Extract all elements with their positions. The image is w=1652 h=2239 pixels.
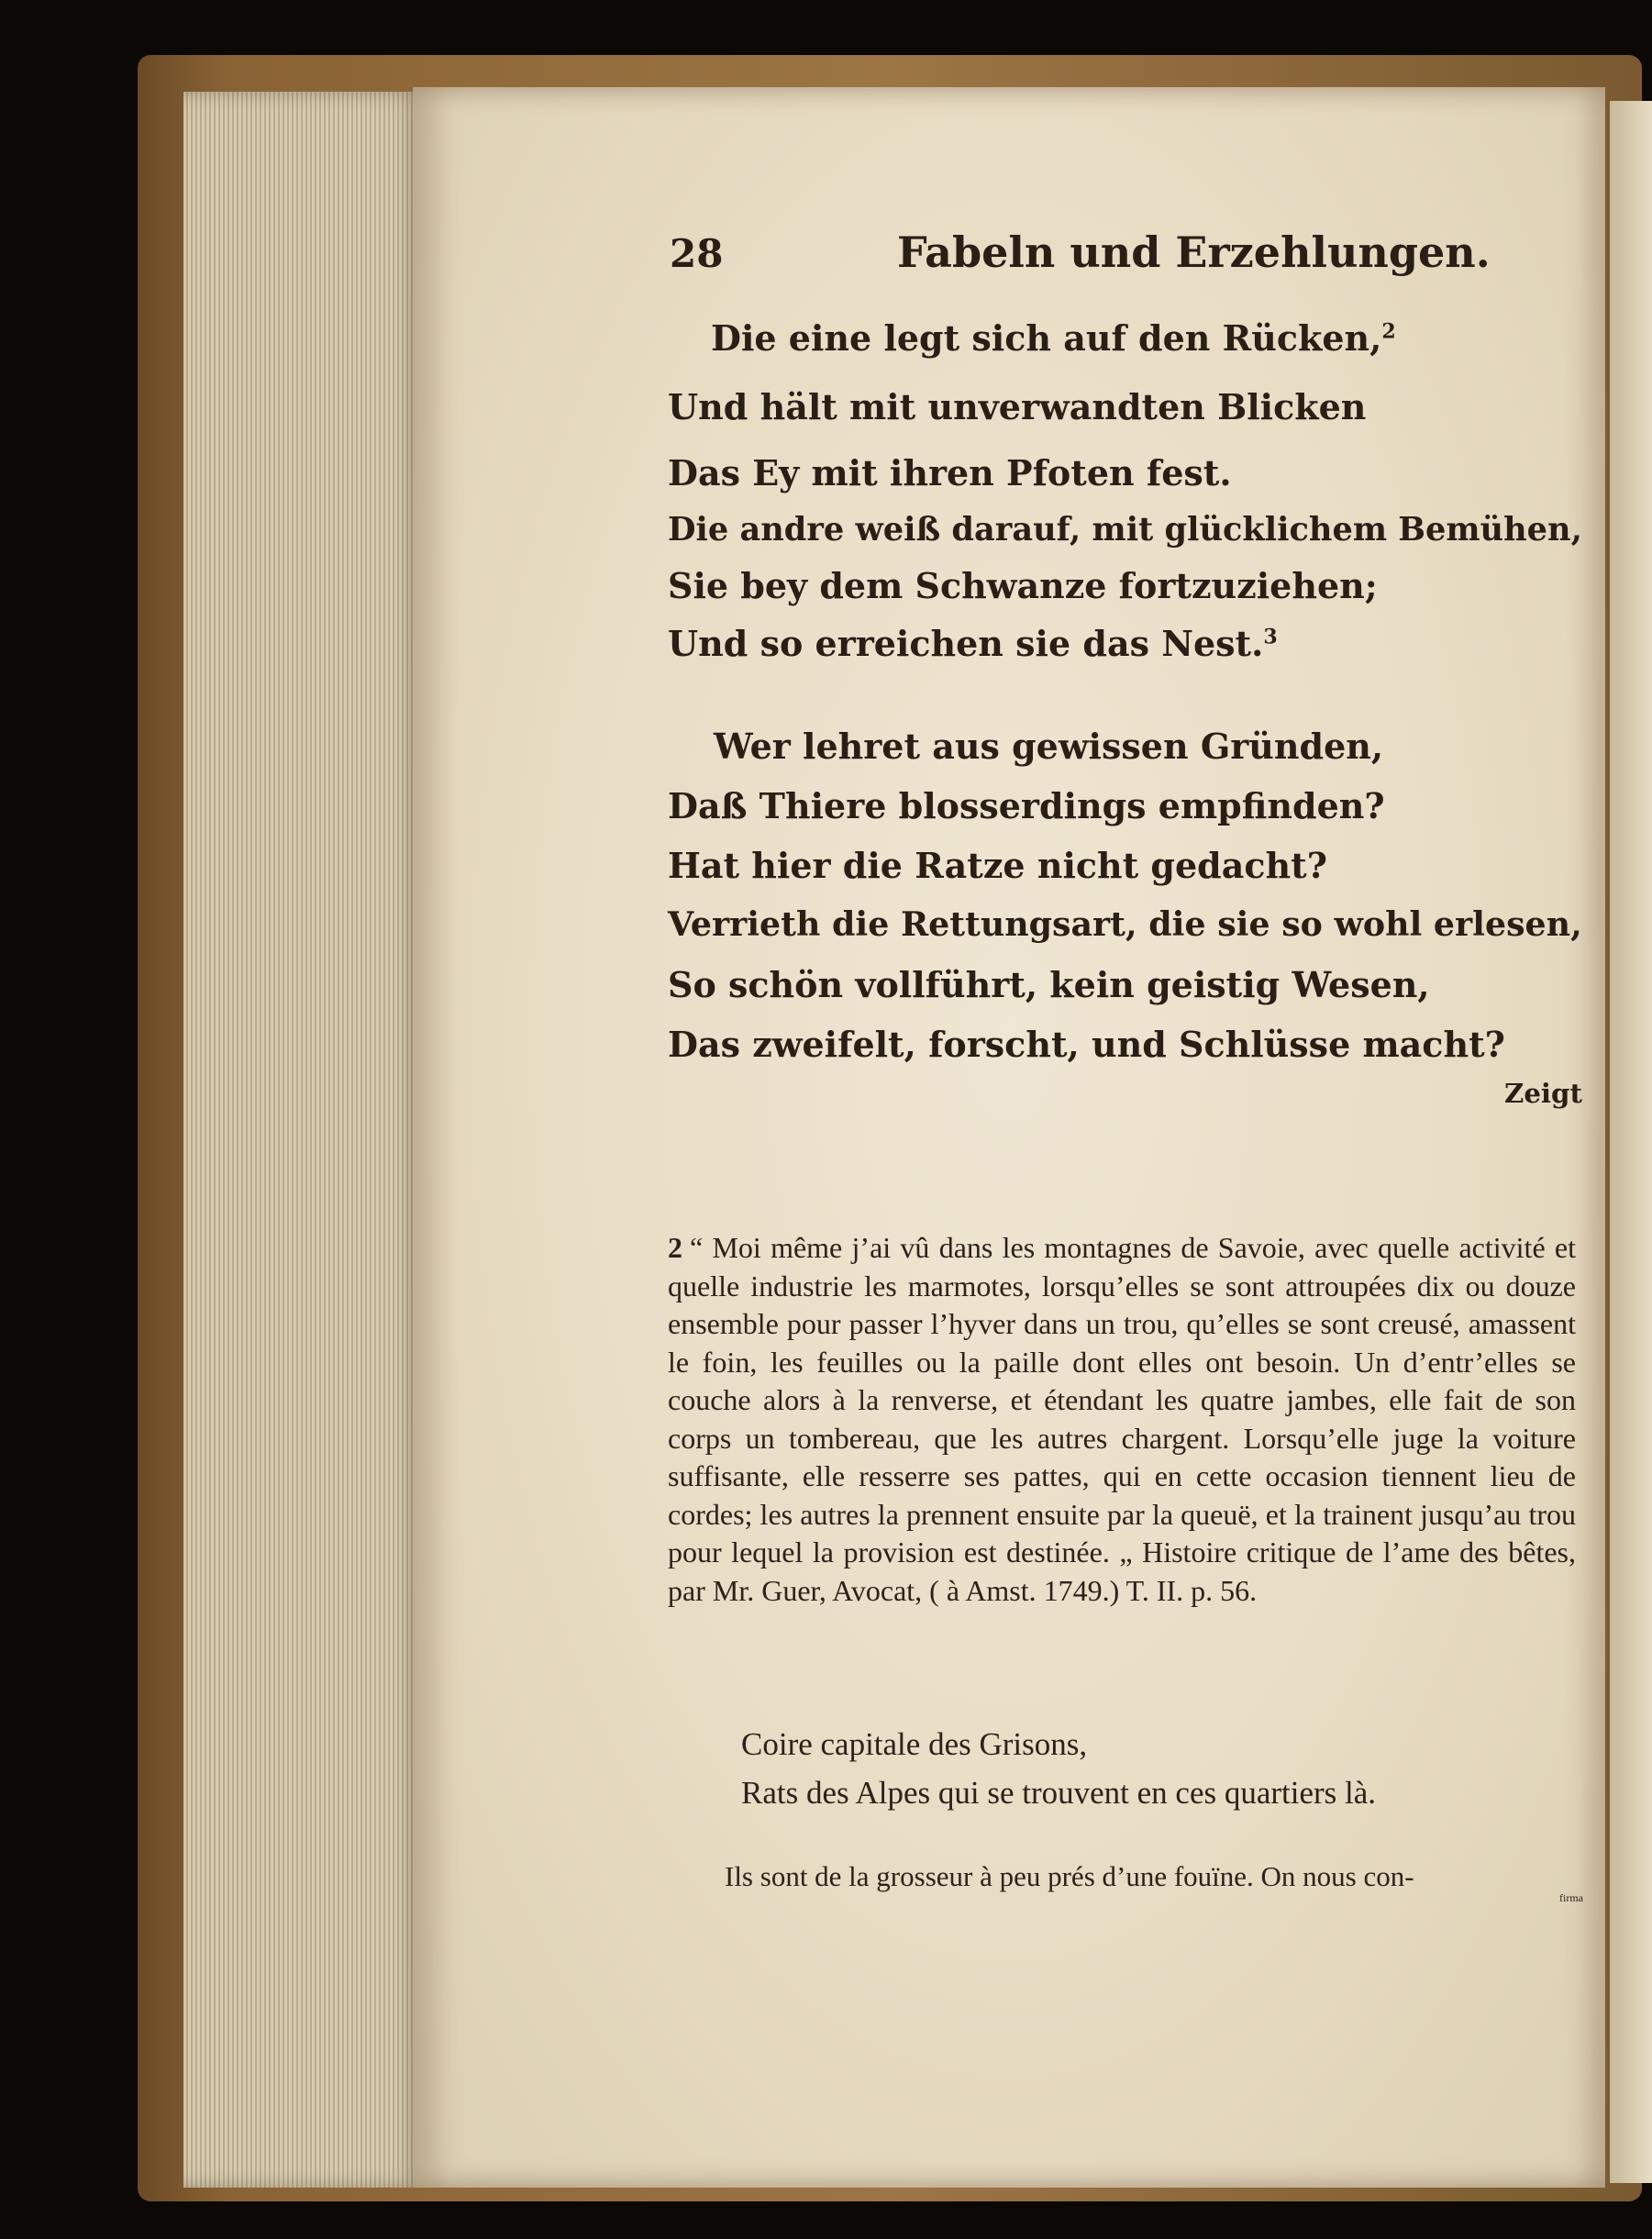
verse-line: Und hält mit unverwandten Blicken [668, 386, 1367, 427]
footnote-3-line: Rats des Alpes qui se trouvent en ces quartiers là. [741, 1775, 1377, 1811]
page-number: 28 [670, 231, 724, 276]
footnote-marker: 2 [668, 1231, 682, 1264]
verse-line: Sie bey dem Schwanze fortzuziehen; [668, 565, 1378, 606]
verse-line: Das zweifelt, forscht, und Schlüsse macht? [668, 1024, 1505, 1065]
footnote-ref: 3 [1263, 625, 1278, 649]
footnote-ref: 2 [1381, 319, 1396, 344]
verse-line: So schön vollführt, kein geistig Wesen, [668, 964, 1430, 1005]
footnote-3-line: Coire capitale des Grisons, [741, 1726, 1088, 1762]
footnote-4: Ils sont de la grosseur à peu prés d’une fouïne. On nous con- [725, 1860, 1414, 1892]
catchword: Zeigt [1504, 1078, 1582, 1109]
verse-line: Die andre weiß darauf, mit glücklichem Bemühen, [668, 511, 1582, 549]
footnote-text: “ Moi même j’ai vû dans les montagnes de Savoie, avec quelle activité et quelle industrie les marmotes, lorsqu’elles se sont attroupées dix ou douze ensemble pour passer l’hyver dans un trou, qu’elles se sont creusé, amassent le foin, les feuilles ou la paille dont elles ont besoin. Un d’entr’elles se couche alors à la renverse, et étendant les quatre jambes, elle fait de son corps un tombereau, que les autres chargent. Lorsqu’elle juge la voiture suffisante, elle resserre ses pattes, qui en cette occasion tiennent lieu de cordes; les autres la prennent ensuite par la queuë, et la trainent jusqu’au trou pour lequel la provision est destinée. „ Histoire critique de l’ame des bêtes, par Mr. Guer, Avocat, ( à Amst. 1749.) T. II. p. 56. [668, 1231, 1576, 1607]
verse-line: Verrieth die Rettungsart, die sie so wohl erlesen, [668, 904, 1582, 944]
verse-line: Daß Thiere blosserdings empfinden? [668, 785, 1385, 826]
verse-line: Und so erreichen sie das Nest.$^3$ [668, 623, 1278, 664]
verse-line: Wer lehret aus gewissen Gründen, [714, 726, 1384, 767]
verse-line: Das Ey mit ihren Pfoten fest. [668, 452, 1232, 493]
footnote-4-continuation: firma [1559, 1891, 1583, 1904]
verse-line: Hat hier die Ratze nicht gedacht? [668, 845, 1327, 886]
page-edges [183, 92, 422, 2188]
verse-line: Die eine legt sich auf den Rücken,$^2$ [711, 317, 1396, 359]
footnote-2 [668, 1229, 1576, 1610]
facing-page-edge [1610, 101, 1652, 2183]
running-head: Fabeln und Erzehlungen. [897, 227, 1491, 277]
